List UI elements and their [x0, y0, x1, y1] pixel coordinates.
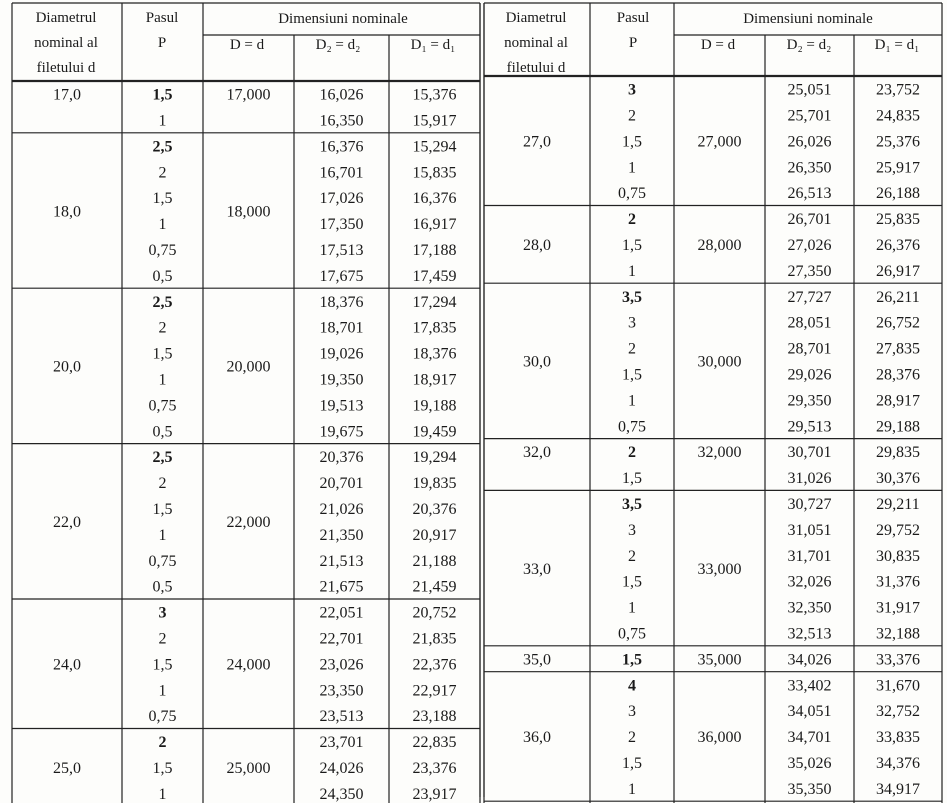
pitch-value: 1,5	[152, 656, 173, 674]
d1-value: 27,835	[876, 340, 920, 358]
d2-value: 33,402	[787, 677, 832, 695]
d1-value: 26,211	[876, 288, 920, 306]
d1-value: 23,917	[412, 785, 457, 803]
d2-value: 22,051	[319, 604, 364, 622]
header-d2: D₂ = d₂	[315, 37, 361, 53]
d1-value: 26,917	[876, 262, 920, 280]
pitch-value: 0,5	[152, 423, 173, 441]
pitch-value: 3	[628, 81, 636, 99]
d1-value: 25,835	[876, 211, 920, 229]
pitch-value: 1	[158, 682, 167, 700]
pitch-value: 2	[628, 547, 636, 565]
header-pas-line1-right: Pasul	[616, 10, 650, 26]
d2-value: 16,376	[319, 138, 364, 156]
d1-value: 17,835	[412, 319, 457, 337]
pitch-value: 1,5	[622, 366, 642, 384]
d1-value: 21,188	[412, 552, 457, 570]
d1-value: 20,917	[412, 526, 457, 544]
pitch-value: 2	[158, 164, 167, 182]
d2-value: 30,727	[787, 496, 832, 514]
header-pas-line2: P	[157, 35, 167, 51]
d1-value: 26,376	[876, 237, 920, 255]
header-d1: D₁ = d₁	[410, 37, 456, 53]
d1-value: 31,670	[876, 677, 920, 695]
d2-value: 32,350	[787, 599, 832, 617]
d1-value: 19,835	[412, 475, 457, 493]
header-diam-line3-right: filetului d	[506, 60, 566, 76]
d-value: 18,000	[226, 203, 271, 221]
pitch-value: 1	[158, 371, 167, 389]
nominal-diameter: 33,0	[523, 560, 551, 578]
d-value: 24,000	[226, 656, 271, 674]
d1-value: 25,376	[876, 133, 920, 151]
pitch-value: 2	[628, 107, 636, 125]
header-diam-line3: filetului d	[36, 60, 96, 76]
header-diam-line2-right: nominal al	[504, 35, 568, 51]
d2-value: 29,026	[787, 366, 832, 384]
d2-value: 17,026	[319, 190, 364, 208]
d2-value: 17,350	[319, 216, 364, 234]
d2-value: 34,701	[787, 729, 832, 747]
header-d2-right: D₂ = d₂	[786, 37, 832, 53]
d-value: 36,000	[697, 729, 742, 747]
d1-value: 29,188	[876, 418, 920, 436]
d2-value: 32,513	[787, 625, 832, 643]
d1-value: 32,188	[876, 625, 920, 643]
pitch-value: 1	[628, 780, 636, 798]
d2-value: 29,350	[787, 392, 832, 410]
nominal-diameter: 32,0	[523, 444, 551, 462]
d1-value: 20,752	[412, 604, 457, 622]
header-pas-line2-right: P	[628, 35, 638, 51]
nominal-diameter: 25,0	[53, 760, 81, 778]
d2-value: 30,701	[787, 444, 832, 462]
pitch-value: 0,75	[618, 625, 646, 643]
d1-value: 19,294	[412, 449, 457, 467]
d2-value: 23,513	[319, 708, 364, 726]
d1-value: 31,917	[876, 599, 920, 617]
d1-value: 16,917	[412, 216, 457, 234]
d2-value: 24,350	[319, 785, 364, 803]
pitch-value: 1,5	[152, 86, 173, 104]
d1-value: 15,917	[412, 112, 457, 130]
d1-value: 28,376	[876, 366, 920, 384]
d2-value: 17,675	[319, 267, 364, 285]
header-d-right: D = d	[700, 37, 736, 53]
pitch-value: 0,75	[618, 418, 646, 436]
pitch-value: 2	[628, 340, 636, 358]
d2-value: 18,376	[319, 293, 364, 311]
d1-value: 21,835	[412, 630, 457, 648]
d1-value: 33,835	[876, 729, 920, 747]
pitch-value: 1,5	[622, 755, 642, 773]
pitch-value: 1	[158, 216, 167, 234]
d-value: 27,000	[697, 133, 742, 151]
pitch-value: 1,5	[622, 470, 642, 488]
header-d: D = d	[229, 37, 265, 53]
header-pas-line1: Pasul	[145, 10, 179, 26]
header-dim: Dimensiuni nominale	[278, 11, 408, 27]
d2-value: 16,350	[319, 112, 364, 130]
d-value: 35,000	[697, 651, 742, 669]
pitch-value: 1,5	[622, 237, 642, 255]
d1-value: 19,459	[412, 423, 457, 441]
pitch-value: 2	[628, 211, 636, 229]
d-value: 30,000	[697, 353, 742, 371]
pitch-value: 1,5	[152, 760, 173, 778]
d1-value: 17,294	[412, 293, 457, 311]
d1-value: 17,188	[412, 242, 457, 260]
pitch-value: 1	[158, 785, 167, 803]
d1-value: 15,835	[412, 164, 457, 182]
pitch-value: 0,75	[148, 242, 177, 260]
d1-value: 25,917	[876, 159, 920, 177]
d2-value: 35,026	[787, 755, 832, 773]
pitch-value: 2,5	[152, 293, 173, 311]
d2-value: 19,675	[319, 423, 364, 441]
d2-value: 16,701	[319, 164, 364, 182]
d-value: 33,000	[697, 560, 742, 578]
d2-value: 25,051	[787, 81, 832, 99]
nominal-diameter: 20,0	[53, 358, 81, 376]
d2-value: 26,513	[787, 185, 832, 203]
pitch-value: 3	[628, 703, 636, 721]
pitch-value: 1,5	[152, 190, 173, 208]
pitch-value: 1,5	[152, 345, 173, 363]
d2-value: 21,513	[319, 552, 364, 570]
d2-value: 24,026	[319, 760, 364, 778]
d2-value: 22,701	[319, 630, 364, 648]
d1-value: 23,376	[412, 760, 457, 778]
d-value: 25,000	[226, 760, 271, 778]
d1-value: 20,376	[412, 501, 457, 519]
d1-value: 18,917	[412, 371, 457, 389]
pitch-value: 0,75	[148, 708, 177, 726]
d2-value: 26,026	[787, 133, 832, 151]
pitch-value: 1,5	[622, 133, 642, 151]
pitch-value: 0,5	[152, 267, 173, 285]
d1-value: 29,211	[876, 496, 920, 514]
d2-value: 19,350	[319, 371, 364, 389]
d1-value: 29,835	[876, 444, 920, 462]
header-d1-right: D₁ = d₁	[874, 37, 920, 53]
d2-value: 34,051	[787, 703, 832, 721]
pitch-value: 1	[628, 159, 636, 177]
pitch-value: 2	[158, 475, 167, 493]
d2-value: 35,350	[787, 780, 832, 798]
pitch-value: 0,75	[618, 185, 646, 203]
d2-value: 27,727	[787, 288, 832, 306]
pitch-value: 3,5	[622, 288, 642, 306]
d2-value: 28,701	[787, 340, 832, 358]
pitch-value: 2	[158, 630, 167, 648]
d1-value: 26,188	[876, 185, 920, 203]
d2-value: 32,026	[787, 573, 832, 591]
d1-value: 24,835	[876, 107, 920, 125]
pitch-value: 0,75	[148, 397, 177, 415]
d1-value: 32,752	[876, 703, 920, 721]
d1-value: 34,376	[876, 755, 920, 773]
pitch-value: 1	[628, 599, 636, 617]
d2-value: 21,675	[319, 578, 364, 596]
nominal-diameter: 27,0	[523, 133, 551, 151]
d2-value: 23,701	[319, 734, 364, 752]
d1-value: 30,376	[876, 470, 920, 488]
d1-value: 23,752	[876, 81, 920, 99]
d2-value: 18,701	[319, 319, 364, 337]
d2-value: 27,026	[787, 237, 832, 255]
pitch-value: 1,5	[622, 651, 642, 669]
nominal-diameter: 24,0	[53, 656, 81, 674]
nominal-diameter: 28,0	[523, 237, 551, 255]
pitch-value: 0,5	[152, 578, 173, 596]
d-value: 32,000	[697, 444, 742, 462]
d-value: 22,000	[226, 514, 271, 532]
d1-value: 33,376	[876, 651, 920, 669]
d2-value: 28,051	[787, 314, 832, 332]
header-left	[34, 10, 455, 76]
d2-value: 27,350	[787, 262, 832, 280]
header-dim-right: Dimensiuni nominale	[743, 11, 873, 27]
pitch-value: 2	[628, 729, 636, 747]
d1-value: 21,459	[412, 578, 457, 596]
d2-value: 17,513	[319, 242, 364, 260]
table-body	[53, 82, 920, 803]
d1-value: 23,188	[412, 708, 457, 726]
d2-value: 23,026	[319, 656, 364, 674]
pitch-value: 2,5	[152, 138, 173, 156]
d1-value: 30,835	[876, 547, 920, 565]
d1-value: 34,917	[876, 780, 920, 798]
pitch-value: 1	[628, 392, 636, 410]
pitch-value: 3	[628, 521, 636, 539]
d2-value: 21,026	[319, 501, 364, 519]
d1-value: 26,752	[876, 314, 920, 332]
d2-value: 26,350	[787, 159, 832, 177]
pitch-value: 2	[158, 319, 167, 337]
pitch-value: 1,5	[152, 501, 173, 519]
d2-value: 23,350	[319, 682, 364, 700]
pitch-value: 4	[628, 677, 636, 695]
pitch-value: 2	[158, 734, 167, 752]
nominal-diameter: 30,0	[523, 353, 551, 371]
d-value: 17,000	[226, 86, 271, 104]
d1-value: 15,294	[412, 138, 457, 156]
header-diam-line1: Diametrul	[35, 10, 97, 26]
pitch-value: 1	[628, 262, 636, 280]
nominal-diameter: 22,0	[53, 514, 81, 532]
nominal-diameter: 36,0	[523, 729, 551, 747]
pitch-value: 2	[628, 444, 636, 462]
d2-value: 20,701	[319, 475, 364, 493]
d1-value: 19,188	[412, 397, 457, 415]
d1-value: 15,376	[412, 86, 457, 104]
d1-value: 22,835	[412, 734, 457, 752]
pitch-value: 3,5	[622, 496, 642, 514]
d1-value: 31,376	[876, 573, 920, 591]
header-right	[504, 10, 919, 76]
d1-value: 16,376	[412, 190, 457, 208]
d1-value: 22,376	[412, 656, 457, 674]
d2-value: 16,026	[319, 86, 364, 104]
d1-value: 18,376	[412, 345, 457, 363]
d1-value: 28,917	[876, 392, 920, 410]
d2-value: 34,026	[787, 651, 832, 669]
header-diam-line2: nominal al	[34, 35, 98, 51]
d2-value: 31,051	[787, 521, 832, 539]
d2-value: 31,026	[787, 470, 832, 488]
nominal-diameter: 17,0	[53, 86, 81, 104]
header-diam-line1-right: Diametrul	[505, 10, 567, 26]
d1-value: 17,459	[412, 267, 457, 285]
pitch-value: 3	[628, 314, 636, 332]
pitch-value: 2,5	[152, 449, 173, 467]
d2-value: 19,026	[319, 345, 364, 363]
nominal-diameter: 18,0	[53, 203, 81, 221]
d2-value: 26,701	[787, 211, 832, 229]
pitch-value: 0,75	[148, 552, 177, 570]
d2-value: 31,701	[787, 547, 832, 565]
d1-value: 22,917	[412, 682, 457, 700]
d2-value: 25,701	[787, 107, 832, 125]
d2-value: 20,376	[319, 449, 364, 467]
d2-value: 29,513	[787, 418, 832, 436]
d2-value: 19,513	[319, 397, 364, 415]
pitch-value: 3	[158, 604, 167, 622]
d1-value: 29,752	[876, 521, 920, 539]
d2-value: 21,350	[319, 526, 364, 544]
pitch-value: 1,5	[622, 573, 642, 591]
pitch-value: 1	[158, 112, 167, 130]
d-value: 20,000	[226, 358, 271, 376]
nominal-diameter: 35,0	[523, 651, 551, 669]
pitch-value: 1	[158, 526, 167, 544]
d-value: 28,000	[697, 237, 742, 255]
